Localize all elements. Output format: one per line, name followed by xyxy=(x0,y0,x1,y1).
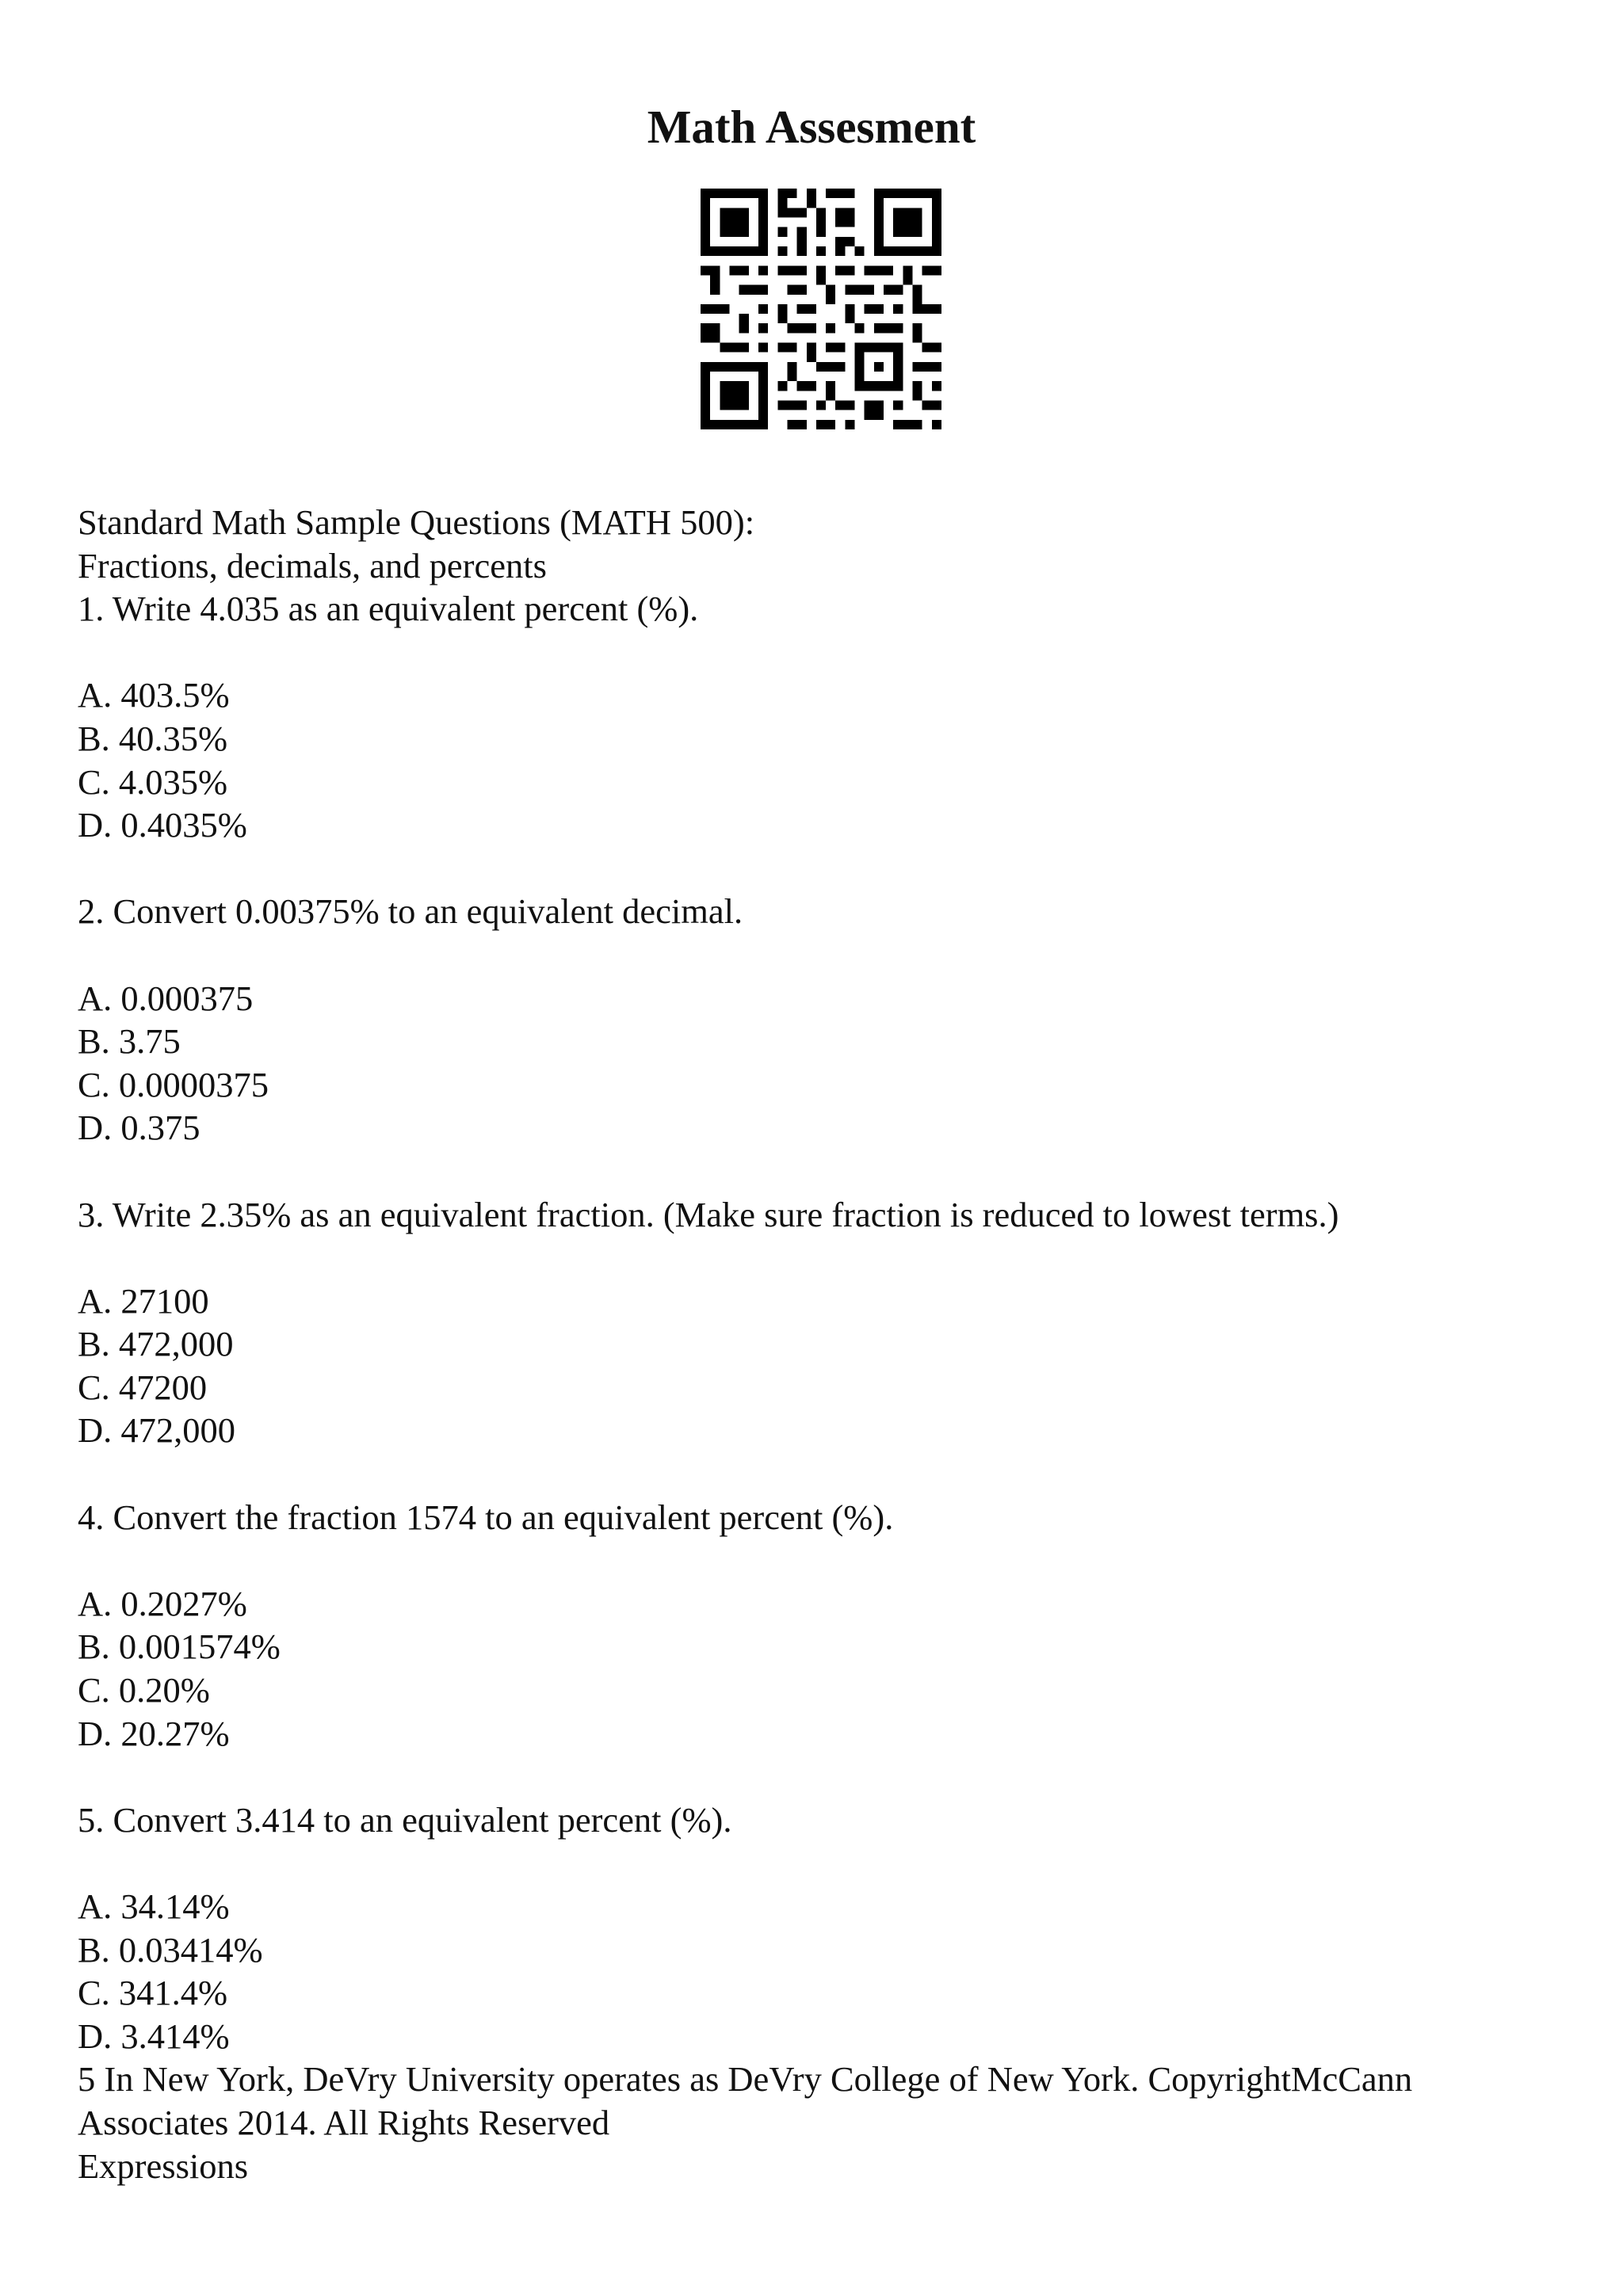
page-title: Math Assesment xyxy=(647,101,976,153)
answer-option: A. 0.2027% xyxy=(78,1583,247,1623)
answer-option: D. 0.4035% xyxy=(78,805,247,845)
document-body xyxy=(78,501,1568,2187)
answer-option: A. 0.000375 xyxy=(78,978,254,1018)
answer-option: A. 403.5% xyxy=(78,675,230,715)
answer-option: D. 20.27% xyxy=(78,1713,230,1753)
footer-line: Associates 2014. All Rights Reserved xyxy=(78,2102,610,2142)
footer-line: 5 In New York, DeVry University operates as DeVry College of New York. CopyrightMcCann xyxy=(78,2059,1413,2100)
answer-option: B. 40.35% xyxy=(78,718,228,758)
answer-option: C. 341.4% xyxy=(78,1973,228,2013)
answer-option: C. 47200 xyxy=(78,1367,208,1407)
answer-option: C. 0.0000375 xyxy=(78,1064,269,1104)
answer-option: B. 0.03414% xyxy=(78,1929,263,1970)
answer-option: B. 0.001574% xyxy=(78,1627,281,1667)
section-heading: Standard Math Sample Questions (MATH 500): xyxy=(78,502,755,542)
footer-line: Expressions xyxy=(78,2145,249,2186)
answer-option: A. 34.14% xyxy=(78,1886,230,1926)
question-2 xyxy=(78,890,1568,1192)
qr-code xyxy=(701,189,941,429)
question-3 xyxy=(78,1193,1568,1496)
answer-option: B. 3.75 xyxy=(78,1021,181,1062)
answer-option: D. 472,000 xyxy=(78,1410,236,1451)
question-text: 2. Convert 0.00375% to an equivalent decimal. xyxy=(78,891,743,932)
question-5 xyxy=(78,1798,1568,2058)
answer-option: A. 27100 xyxy=(78,1280,209,1321)
answer-option: B. 472,000 xyxy=(78,1324,234,1364)
answer-option: C. 4.035% xyxy=(78,761,228,802)
question-4 xyxy=(78,1496,1568,1798)
answer-option: D. 0.375 xyxy=(78,1108,200,1148)
question-text: 3. Write 2.35% as an equivalent fraction. (Make sure fraction is reduced to lowest terms.) xyxy=(78,1194,1339,1234)
answer-option: D. 3.414% xyxy=(78,2016,230,2056)
question-text: 1. Write 4.035 as an equivalent percent (%). xyxy=(78,589,699,629)
section-subheading: Fractions, decimals, and percents xyxy=(78,545,547,585)
answer-option: C. 0.20% xyxy=(78,1670,210,1711)
question-text: 5. Convert 3.414 to an equivalent percent (%). xyxy=(78,1799,732,1840)
footer-note xyxy=(78,2058,1568,2187)
question-1 xyxy=(78,587,1568,890)
question-text: 4. Convert the fraction 1574 to an equivalent percent (%). xyxy=(78,1497,894,1537)
